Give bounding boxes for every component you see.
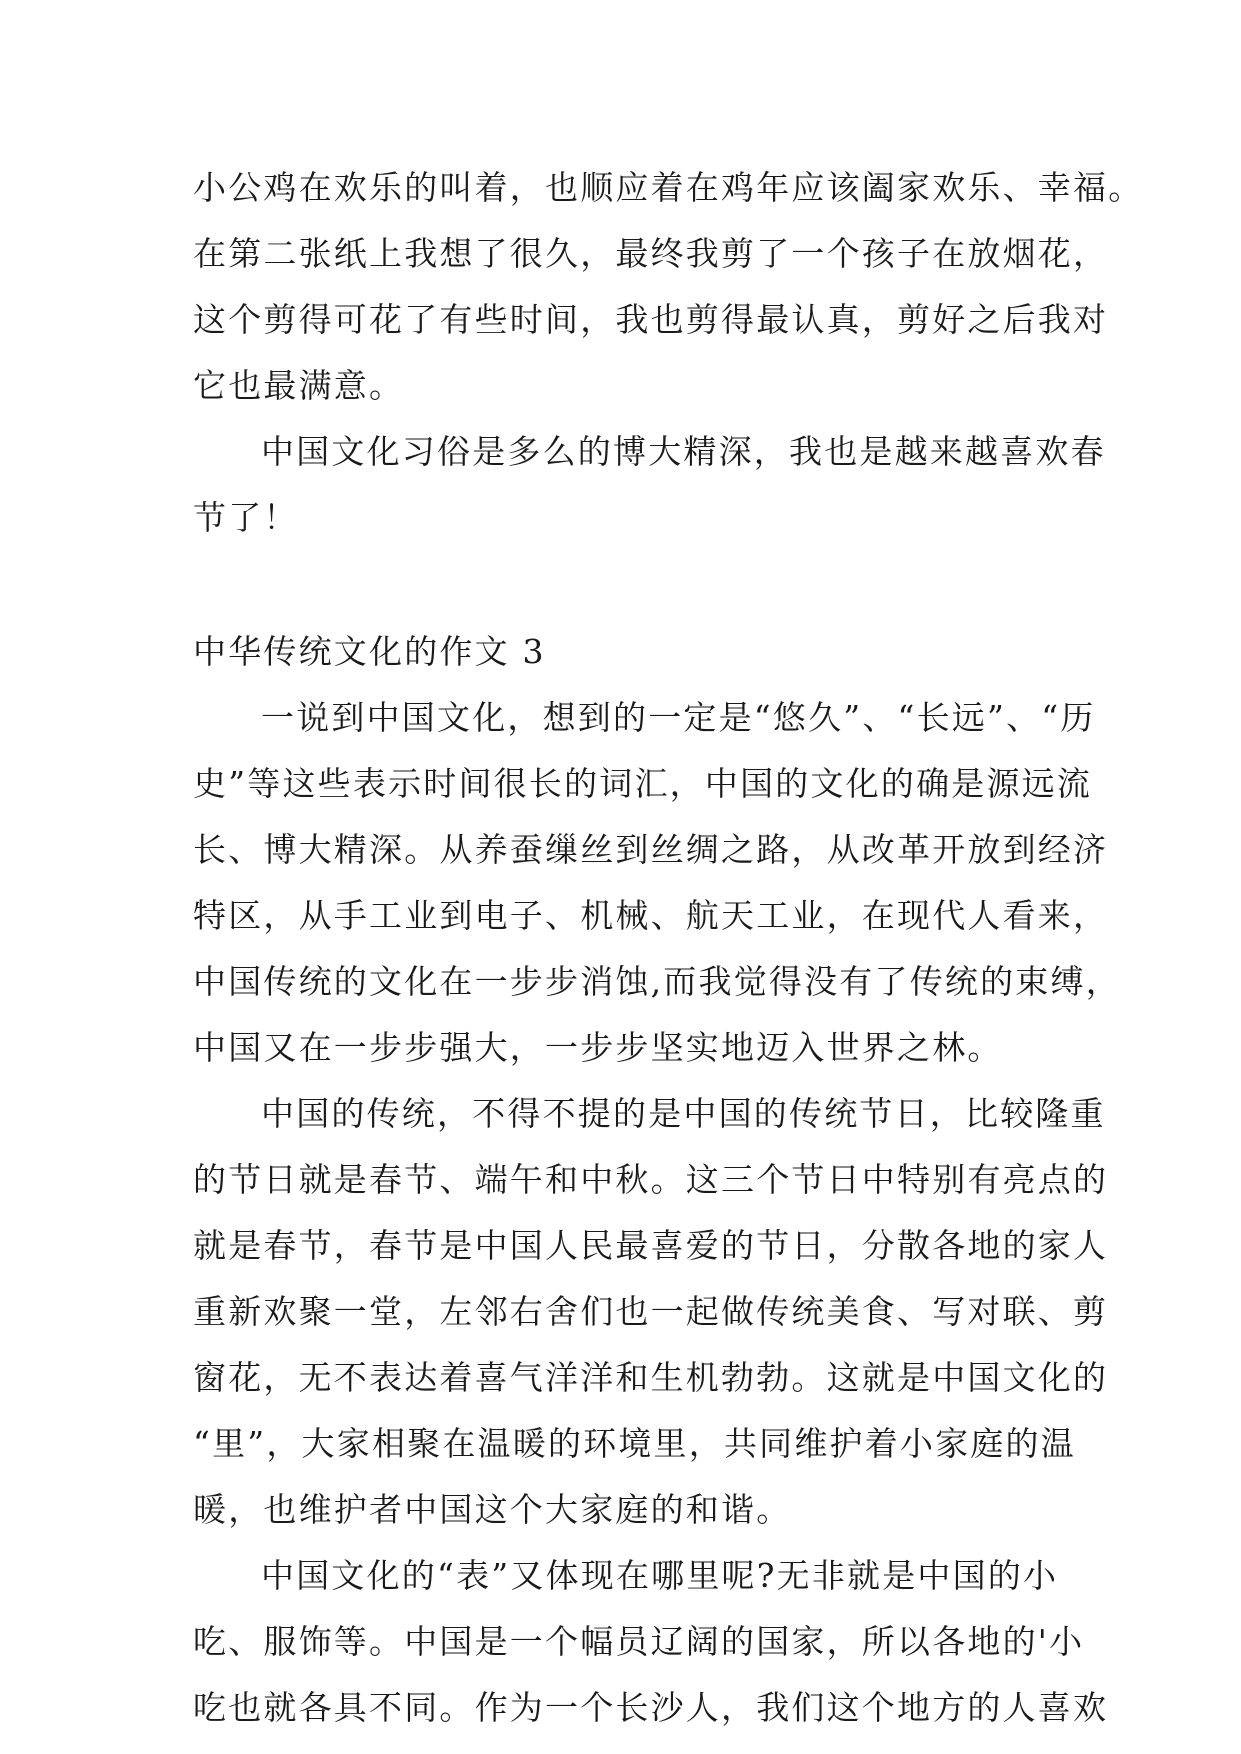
text-line: 重新欢聚一堂，左邻右舍们也一起做传统美食、写对联、剪	[193, 1292, 1109, 1331]
essay-paragraph-3	[193, 1543, 1109, 1741]
document-page	[193, 155, 1144, 1741]
text-line: 特区，从手工业到电子、机械、航天工业，在现代人看来，	[193, 896, 1109, 935]
text-line: 一说到中国文化，想到的一定是“悠久”、“长远”、“历	[261, 698, 1096, 737]
paragraph-continued	[193, 155, 1144, 419]
text-line: 小公鸡在欢乐的叫着，也顺应着在鸡年应该阖家欢乐、幸福。	[193, 168, 1144, 207]
text-line: 就是春节，春节是中国人民最喜爱的节日，分散各地的家人	[193, 1226, 1109, 1265]
essay-title: 中华传统文化的作文 3	[193, 632, 546, 671]
text-line: 暖，也维护者中国这个大家庭的和谐。	[193, 1490, 792, 1529]
text-line: 节了！	[193, 498, 299, 537]
text-line: 这个剪得可花了有些时间，我也剪得最认真，剪好之后我对	[193, 300, 1109, 339]
text-line: “里”，大家相聚在温暖的环境里，共同维护着小家庭的温	[193, 1424, 1076, 1463]
text-line: 史”等这些表示时间很长的词汇，中国的文化的确是源远流	[193, 764, 1093, 803]
essay-paragraph-2	[193, 1081, 1109, 1543]
text-line: 在第二张纸上我想了很久，最终我剪了一个孩子在放烟花，	[193, 234, 1109, 273]
text-line: 中国文化习俗是多么的博大精深，我也是越来越喜欢春	[261, 432, 1106, 471]
text-line: 中国传统的文化在一步步消蚀,而我觉得没有了传统的束缚，	[193, 962, 1121, 1001]
text-line: 中国的传统，不得不提的是中国的传统节日，比较隆重	[261, 1094, 1106, 1133]
text-line: 中国又在一步步强大，一步步坚实地迈入世界之林。	[193, 1028, 1003, 1067]
text-line: 吃也就各具不同。作为一个长沙人，我们这个地方的人喜欢	[193, 1688, 1109, 1727]
text-line: 的节日就是春节、端午和中秋。这三个节日中特别有亮点的	[193, 1160, 1109, 1199]
section-spacer	[193, 551, 1053, 619]
text-line: 吃、服饰等。中国是一个幅员辽阔的国家，所以各地的'小	[193, 1622, 1085, 1661]
text-line: 长、博大精深。从养蚕缫丝到丝绸之路，从改革开放到经济	[193, 830, 1109, 869]
paragraph-conclusion	[193, 419, 1106, 551]
text-line: 窗花，无不表达着喜气洋洋和生机勃勃。这就是中国文化的	[193, 1358, 1109, 1397]
text-line: 中国文化的“表”又体现在哪里呢?无非就是中国的小	[261, 1556, 1059, 1595]
essay-paragraph-1	[193, 685, 1121, 1081]
text-line: 它也最满意。	[193, 366, 405, 405]
